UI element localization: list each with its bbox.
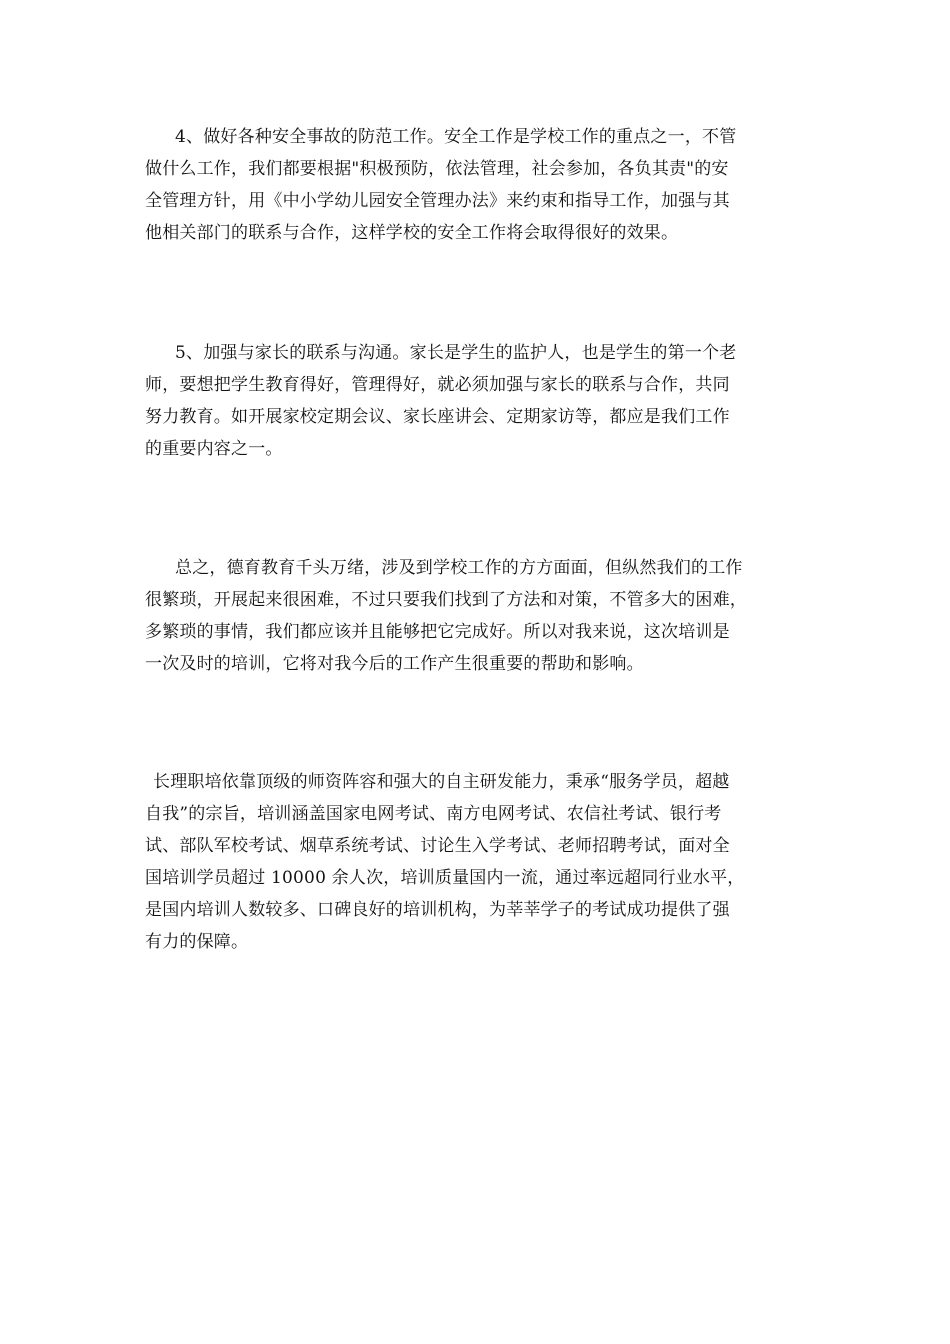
paragraph-line: 国培训学员超过 10000 余人次，培训质量国内一流，通过率远超同行业水平， [145,868,745,888]
paragraph-training-institution [145,766,810,958]
paragraph-safety-prevention [145,121,810,249]
paragraph-line: 有力的保障。 [145,932,249,952]
paragraph-line: 全管理方针，用《中小学幼儿园安全管理办法》来约束和指导工作，加强与其 [145,191,730,211]
paragraph-line: 做什么工作，我们都要根据"积极预防，依法管理，社会参加，各负其责"的安 [145,159,729,179]
paragraph-line: 一次及时的培训，它将对我今后的工作产生很重要的帮助和影响。 [145,654,644,674]
paragraph-line: 是国内培训人数较多、口碑良好的培训机构，为莘莘学子的考试成功提供了强 [145,900,730,920]
paragraph-summary [145,552,810,680]
paragraph-line: 自我”的宗旨，培训涵盖国家电网考试、南方电网考试、农信社考试、银行考 [145,804,722,824]
paragraph-line: 师，要想把学生教育得好，管理得好，就必须加强与家长的联系与合作，共同 [145,375,730,395]
paragraph-line: 努力教育。如开展家校定期会议、家长座讲会、定期家访等，都应是我们工作 [145,407,730,427]
paragraph-line: 总之，德育教育千头万绪，涉及到学校工作的方方面面，但纵然我们的工作 [175,558,743,578]
paragraph-line: 4、做好各种安全事故的防范工作。安全工作是学校工作的重点之一，不管 [175,127,737,147]
paragraph-line: 长理职培依靠顶级的师资阵容和强大的自主研发能力，秉承“服务学员，超越 [153,772,730,792]
paragraph-line: 试、部队军校考试、烟草系统考试、讨论生入学考试、老师招聘考试，面对全 [145,836,730,856]
paragraph-line: 多繁琐的事情，我们都应该并且能够把它完成好。所以对我来说，这次培训是 [145,622,730,642]
paragraph-line: 他相关部门的联系与合作，这样学校的安全工作将会取得很好的效果。 [145,223,679,243]
paragraph-line: 很繁琐，开展起来很困难，不过只要我们找到了方法和对策，不管多大的困难， [145,590,747,610]
paragraph-line: 的重要内容之一。 [145,439,283,459]
paragraph-line: 5、加强与家长的联系与沟通。家长是学生的监护人，也是学生的第一个老 [175,343,737,363]
paragraph-parent-communication [145,337,810,465]
